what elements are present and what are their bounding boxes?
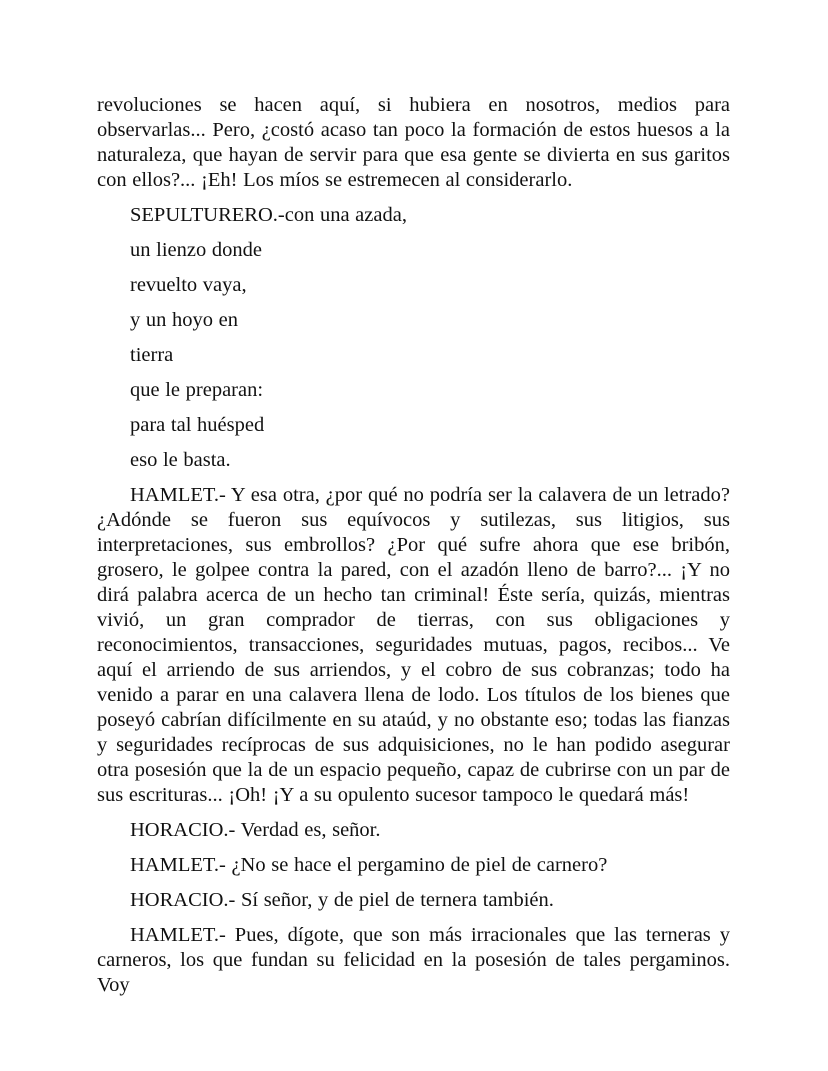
paragraph-dialogue-horacio: HORACIO.- Verdad es, señor. <box>130 819 381 841</box>
paragraph-dialogue-hamlet: HAMLET.- Pues, dígote, que son más irracionales que las terneras y carneros, los que fundan su felicidad en la posesión de tales pergaminos. Voy <box>97 924 730 996</box>
verse-line: y un hoyo en <box>130 309 238 331</box>
paragraph-dialogue-horacio: HORACIO.- Sí señor, y de piel de ternera también. <box>130 889 554 911</box>
verse-line: tierra <box>130 344 174 366</box>
verse-line: un lienzo donde <box>130 239 262 261</box>
verse-line: para tal huésped <box>130 414 265 436</box>
paragraph-body-continuation: revoluciones se hacen aquí, si hubiera en nosotros, medios para observarlas... Pero, ¿costó acaso tan poco la formación de estos huesos a la naturaleza, que hayan de servir para que esa gente se divierta en sus garitos con ellos?... ¡Eh! Los míos se estremecen al considerarlo. <box>97 94 730 191</box>
verse-line: eso le basta. <box>130 449 231 471</box>
verse-line: revuelto vaya, <box>130 274 247 296</box>
paragraph-dialogue-hamlet: HAMLET.- ¿No se hace el pergamino de piel de carnero? <box>130 854 608 876</box>
paragraph-dialogue-hamlet: HAMLET.- Y esa otra, ¿por qué no podría ser la calavera de un letrado? ¿Adónde se fueron sus equívocos y sutilezas, sus litigios, sus interpretaciones, sus embrollos? ¿Por qué sufre ahora que ese bribón, grosero, le golpee contra la pared, con el azadón lleno de barro?... ¡Y no dirá palabra acerca de un hecho tan criminal! Éste sería, quizás, mientras vivió, un gran comprador de tierras, con sus obligaciones y reconocimientos, transacciones, seguridades mutuas, pagos, recibos... Ve aquí el arriendo de sus arriendos, y el cobro de sus cobranzas; todo ha venido a parar en una calavera llena de lodo. Los títulos de los bienes que poseyó cabrían difícilmente en su ataúd, y no obstante eso; todas las fianzas y seguridades recíprocas de sus adquisiciones, no le han podido asegurar otra posesión que la de un espacio pequeño, capaz de cubrirse con un par de sus escrituras... ¡Oh! ¡Y a su opulento sucesor tampoco le quedará más! <box>97 484 730 806</box>
verse-line: que le preparan: <box>130 379 264 401</box>
verse-line: SEPULTURERO.-con una azada, <box>130 204 407 226</box>
